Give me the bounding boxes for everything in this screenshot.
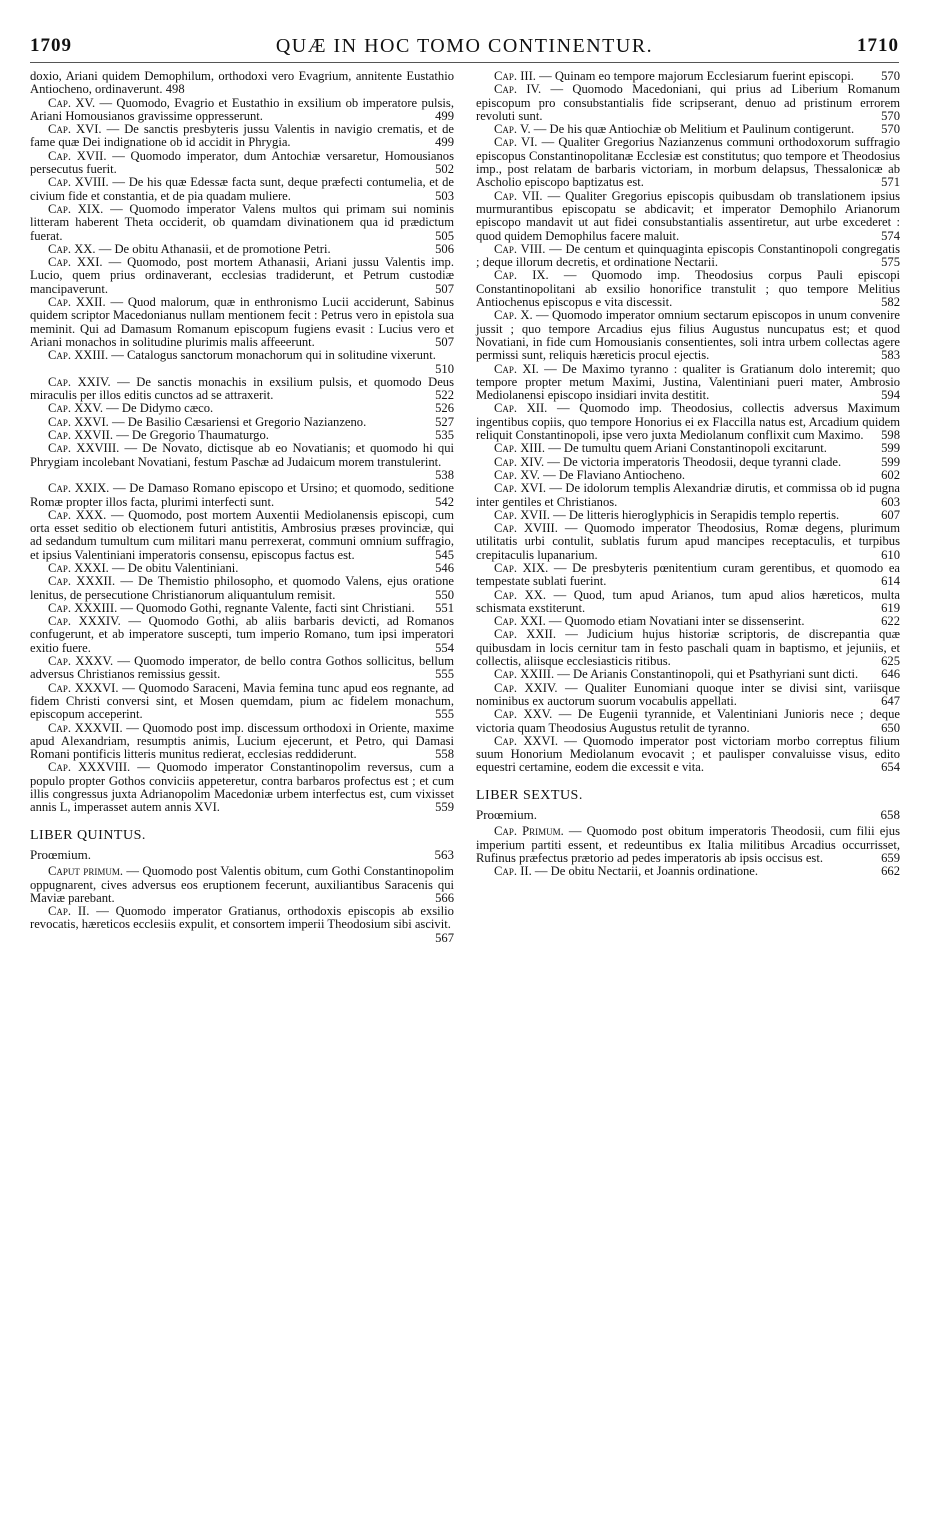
chapter-title: — Quomodo imperator omnium sectarum episcopos in unum convenire jussit ; quo tempore Arcadius ejus filius Augustus nuncupatus est; et quod Novatiani, in fide cum Homousianis consentientes, soli intra urbem collectas agere permissi sunt, reliquis hæreticis procul ejectis. — [476, 308, 900, 363]
chapter-title: — Quomodo post Valentis obitum, cum Gothi Constantinopolim oppugnarent, cives adversus eos eruptionem fecerunt, auxiliantibus Saracenis qui Maviæ parebant. — [30, 864, 454, 905]
chapter-page: 558 — [435, 747, 454, 762]
chapter-page: 505 — [435, 228, 454, 243]
chapter-page: 499 — [435, 135, 454, 150]
book-title: LIBER QUINTUS. — [30, 827, 146, 843]
chapter-page: 510 — [435, 361, 454, 376]
chapter-number: Cap. XIX. — [48, 201, 104, 216]
chapter-page: 646 — [881, 667, 900, 682]
book-entry-list — [30, 865, 454, 945]
chapter-title: — Quomodo Gothi, ab aliis barbaris devicti, ad Romanos confugerunt, et ab imperatore suscepti, tum imperio Romano, tum ipsi imperatori exitio fuere. — [30, 614, 454, 655]
chapter-title: — De Gregorio Thaumaturgo. — [116, 428, 269, 443]
chapter-number: Cap. XXII. — [48, 295, 106, 310]
chapter-page: 567 — [435, 930, 454, 945]
chapter-title: — De obitu Nectarii, et Joannis ordinatione. — [534, 864, 759, 879]
chapter-number: Cap. XXXVIII. — [48, 760, 131, 775]
chapter-page: 654 — [881, 760, 900, 775]
running-header — [30, 30, 899, 63]
proem-label: Proœmium. — [476, 807, 538, 823]
chapter-number: Cap. II. — [494, 864, 532, 879]
proem-page: 563 — [434, 846, 454, 862]
chapter-title: — Quomodo imperator Valens multos qui primam sui nominis litteram haberent Theta occiderit, ob quamdam divinationem qua id prædictum fuerat. — [30, 201, 455, 243]
chapter-entry — [476, 402, 900, 442]
chapter-number: Cap. XII. — [494, 401, 548, 416]
chapter-number: Cap. XX. — [494, 587, 546, 602]
chapter-title: — De tumultu quem Ariani Constantinopoli excitarunt. — [548, 441, 827, 456]
chapter-number: Cap. XXXIII. — [48, 600, 118, 615]
chapter-page: 535 — [435, 428, 454, 443]
chapter-entry — [30, 615, 454, 655]
chapter-title: — Quomodo imperator post victoriam morbo correptus filium suum Honorium Mediolanum evocavit ; et paulisper convaluisse visus, edito equestri certamine, eodem die excessit e vita. — [476, 733, 900, 775]
chapter-number: Cap. XXXVII. — [48, 720, 123, 735]
chapter-entry — [30, 243, 454, 256]
chapter-title: — Quomodo imperator Theodosius, Romæ degens, plurimum utilitatis urbi contulit, sublatis furum apud mancipes receptaculis, et turpibus crepitaculis lupanarium. — [476, 521, 900, 562]
chapter-page: 599 — [881, 441, 900, 456]
chapter-entry — [30, 602, 454, 615]
chapter-number: Cap. XXX. — [48, 507, 107, 522]
chapter-page: 610 — [881, 547, 900, 562]
chapter-entry — [30, 416, 454, 429]
chapter-page: 647 — [881, 693, 900, 708]
chapter-number: Cap. VIII. — [494, 241, 546, 256]
chapter-page: 570 — [881, 122, 900, 137]
chapter-number: Cap. V. — [494, 122, 531, 137]
book-entry-list — [476, 825, 900, 878]
chapter-page: 598 — [881, 428, 900, 443]
chapter-entry — [30, 482, 454, 509]
chapter-page: 545 — [435, 547, 454, 562]
chapter-title: — Catalogus sanctorum monachorum qui in solitudine vixerunt. — [111, 348, 436, 363]
chapter-number: Cap. XXIV. — [48, 374, 111, 389]
entry-text: doxio, Ariani quidem Demophilum, orthodoxi vero Evagrium, annitente Eustathio Antiocheno, ordinaverunt. — [30, 69, 454, 97]
chapter-page: 583 — [881, 348, 900, 363]
chapter-entry — [30, 296, 454, 349]
chapter-number: Cap. XXIII. — [48, 348, 109, 363]
chapter-title: — Quomodo imperator Constantinopolim reversus, cum a populo propter Gothos conviciis appeteretur, contra barbaros profectus est ; et cum illis congressus juxta Adrianopolim Macedoniæ urbem interfectus est, cum vixisset annis L, imperasset autem annis XVI. — [30, 760, 454, 815]
chapter-number: Cap. XVII. — [494, 507, 550, 522]
chapter-number: Cap. XXIX. — [48, 481, 110, 496]
chapter-entry — [476, 456, 900, 469]
chapter-title: — Quomodo post obitum imperatoris Theodosii, cum filii ejus imperium partiti essent, et redeuntibus ex Italia militibus Arcadius occurrisset, Rufinus præfectus prætorio ad pedes imperatoris ab ipsis occisus est. — [476, 824, 901, 865]
chapter-entry — [30, 722, 454, 762]
chapter-title: — Quomodo imperator Gratianus, orthodoxis episcopis ab exsilio revocatis, hæreticos ecclesiis expulit, et consortem imperii Theodosium sibi ascivit. — [30, 904, 454, 932]
chapter-page: 555 — [435, 707, 454, 722]
chapter-number: Cap. XXVI. — [48, 414, 109, 429]
chapter-entry — [30, 905, 454, 945]
chapter-page: 522 — [435, 388, 454, 403]
proem-entry — [476, 808, 900, 821]
chapter-entry — [30, 509, 454, 562]
chapter-number: Cap. XI. — [494, 361, 539, 376]
chapter-entry — [476, 442, 900, 455]
chapter-page: 551 — [435, 600, 454, 615]
chapter-number: Cap. XVI. — [494, 481, 546, 496]
entry-page: 498 — [165, 82, 185, 97]
chapter-number: Cap. XXVII. — [48, 428, 114, 443]
chapter-entry — [476, 509, 900, 522]
chapter-page: 570 — [881, 69, 900, 83]
chapter-entry — [476, 190, 900, 243]
chapter-page: 502 — [435, 162, 454, 177]
chapter-number: Cap. XXI. — [48, 255, 103, 270]
chapter-page: 570 — [881, 108, 900, 123]
chapter-title: — De Didymo cæco. — [106, 401, 214, 416]
chapter-entry — [476, 309, 900, 362]
chapter-title: — Quomodo imp. Theodosius corpus Pauli episcopi Constantinopolitani ab exsilio honorifice transtulit ; quo tempore Melitius Antiochenus episcopus e vita discessit. — [476, 268, 901, 310]
chapter-title: — De his quæ Antiochiæ ob Melitium et Paulinum contigerunt. — [533, 122, 855, 137]
chapter-title: — Quomodo Macedoniani, qui prius ad Liberium Romanum episcopum pro consubstantialis fide scripserant, denuo ad pristinum errorem revoluti sunt. — [476, 82, 901, 123]
chapter-page: 602 — [881, 467, 900, 482]
entry-list — [30, 97, 454, 815]
chapter-number: Cap. XXXIV. — [48, 614, 121, 629]
chapter-page: 622 — [881, 614, 900, 629]
left-page-number: 1709 — [30, 35, 72, 56]
chapter-title: — De Basilio Cæsariensi et Gregorio Nazianzeno. — [112, 414, 367, 429]
chapter-page: 542 — [435, 494, 454, 509]
chapter-entry — [476, 562, 900, 589]
chapter-page: 503 — [435, 188, 454, 203]
chapter-page: 507 — [435, 334, 454, 349]
chapter-entry — [476, 70, 900, 83]
chapter-title: — De obitu Valentiniani. — [112, 560, 239, 575]
running-title: QUÆ IN HOC TOMO CONTINENTUR. — [275, 34, 654, 57]
chapter-title: — De Eugenii tyrannide, et Valentiniani Junioris nece ; deque victoria quam Theodosius Augustus retulit de tyranno. — [476, 707, 900, 735]
chapter-number: Cap. XXV. — [48, 401, 104, 416]
right-column — [476, 70, 900, 879]
chapter-entry — [476, 628, 900, 668]
chapter-entry — [476, 522, 900, 562]
chapter-title: — Quinam eo tempore majorum Ecclesiarum fuerint episcopi. — [539, 69, 854, 83]
chapter-page: 659 — [881, 850, 900, 865]
chapter-title: — De centum et quinquaginta episcopis Constantinopoli congregatis ; deque illorum decretis, et ordinatione Nectarii. — [476, 241, 900, 270]
right-page-number: 1710 — [857, 35, 899, 56]
chapter-entry — [476, 363, 900, 403]
chapter-page: 662 — [881, 864, 900, 879]
chapter-title: — Quomodo etiam Novatiani inter se dissenserint. — [548, 614, 805, 629]
chapter-entry — [30, 865, 454, 905]
chapter-page: 507 — [435, 281, 454, 296]
chapter-title: — De presbyteris pœnitentium curam gerentibus, et quomodo ea tempestate sublati fuerint. — [476, 560, 901, 589]
chapter-entry — [30, 256, 454, 296]
chapter-page: 574 — [881, 228, 900, 243]
chapter-page: 550 — [435, 587, 454, 602]
chapter-entry — [30, 123, 454, 150]
chapter-title: — Quomodo imperator, dum Antochiæ versaretur, Homousianos persecutus fuerit. — [30, 148, 454, 177]
proem-page: 658 — [880, 807, 900, 823]
chapter-title: — Quomodo, post mortem Athanasii, Ariani jussu Valentis imp. Lucio, quem prius ordinaverant, ecclesias tradiderunt, et Petrum custodiæ mancipaverunt. — [30, 255, 455, 296]
chapter-entry — [476, 615, 900, 628]
chapter-number: Cap. VI. — [494, 135, 538, 150]
chapter-number: Cap. XX. — [48, 241, 96, 256]
chapter-entry — [476, 682, 900, 709]
chapter-number: Cap. II. — [48, 904, 90, 919]
chapter-page: 559 — [435, 800, 454, 815]
chapter-page: 538 — [435, 467, 454, 482]
chapter-page: 499 — [435, 108, 454, 123]
chapter-title: — Quod, tum apud Arianos, tum apud alios hæreticos, multa schismata exstiterunt. — [476, 587, 900, 615]
chapter-number: Cap. XXXII. — [48, 574, 116, 589]
chapter-page: 526 — [435, 401, 454, 416]
chapter-entry — [476, 482, 900, 509]
chapter-number: Cap. XXIII. — [494, 667, 555, 682]
chapter-title: — Quomodo, Evagrio et Eustathio in exsilium ob imperatore pulsis, Ariani Homousianos gravissime oppresserunt. — [30, 95, 454, 123]
chapter-entry — [30, 761, 454, 814]
chapter-number: Cap. XV. — [494, 467, 540, 482]
book-title: LIBER SEXTUS. — [476, 787, 583, 803]
proem-label: Proœmium. — [30, 846, 92, 862]
chapter-page: 650 — [881, 720, 900, 735]
chapter-number: Cap. IV. — [494, 82, 542, 97]
chapter-page: 603 — [881, 494, 900, 509]
chapter-title: — Quod malorum, quæ in enthronismo Lucii acciderunt, Sabinus quidem scriptor Macedonianus nullam mentionem fecit : Petrus vero in epistola sua meminit. Qui ad Damasum Romanum episcopum fugiens evasit : Lucius vero et Ariani monachos in solitudine plurimis malis affeeerunt. — [30, 295, 454, 349]
chapter-title: — De idolorum templis Alexandriæ dirutis, et commissa ob id pugna inter gentiles et Christianos. — [476, 481, 900, 509]
chapter-entry — [30, 349, 454, 376]
chapter-entry — [476, 865, 900, 878]
proem-entry — [30, 848, 454, 861]
chapter-number: Cap. XXXI. — [48, 560, 109, 575]
chapter-entry — [30, 562, 454, 575]
chapter-page: 607 — [881, 507, 900, 522]
chapter-entry — [30, 203, 454, 243]
chapter-title: — Qualiter Eunomiani quoque inter se divisi sint, variisque nominibus ex auctorum suorum vocabulis appellati. — [476, 680, 900, 708]
chapter-entry — [476, 708, 900, 735]
chapter-number: Cap. XIX. — [494, 560, 549, 575]
chapter-title: — Qualiter Gregorius episcopis quibusdam ob translationem ipsius murmurantibus episcopatu se abdicavit; et imperator Demophilo Arianorum episcopo mandavit ut aut fidei consubstantialis assentiretur, aut urbe excederet : quod quidem Demophilus facere maluit. — [476, 188, 900, 243]
chapter-number: Cap. XXXV. — [48, 654, 114, 669]
chapter-title: — De Maximo tyranno : qualiter is Gratianum dolo interemit; quo tempore propter metum Maximi, Justina, Valentiniani pueri mater, Ambrosio Mediolanensi episcopo insidiari invita destitit. — [476, 361, 901, 403]
chapter-title: — De Novato, dictisque ab eo Novatianis; et quomodo hi qui Phrygiam incolebant Novatiani, festum Paschæ ad Judaicum morem transtulerint. — [30, 441, 454, 469]
chapter-title: — Qualiter Gregorius Nazianzenus communi orthodoxorum suffragio episcopus Constantinopolitanæ Ecclesiæ est constitutus; quo tempore et Theodosius imp., post relatam de barbaris victoriam, in morbum delapsus, Thessalonicæ ab Ascholio episcopo baptizatus est. — [476, 135, 900, 190]
chapter-number: Cap. XXV. — [494, 707, 553, 722]
chapter-number: Cap. XIII. — [494, 441, 546, 456]
chapter-entry — [476, 589, 900, 616]
chapter-title: — Quomodo, post mortem Auxentii Mediolanensis episcopi, cum orta esset seditio ob electionem futuri antistitis, Ambrosius præses provinciæ, qui ad sedandum tumultum cum militari manu perrexerat, communi omnium suffragio, et ipsius Valentiniani imperatoris consensu, episcopus factus est. — [30, 507, 454, 562]
chapter-entry — [30, 682, 454, 722]
chapter-number: Caput primum. — [48, 864, 123, 879]
chapter-number: Cap. XXI. — [494, 614, 546, 629]
chapter-title: — Quomodo imperator, de bello contra Gothos sollicitus, bellum adversus Christianos remissius gessit. — [30, 654, 455, 682]
chapter-entry — [30, 575, 454, 602]
chapter-number: Cap. XVIII. — [48, 175, 109, 190]
chapter-page: 546 — [435, 560, 454, 575]
chapter-title: — De Arianis Constantinopoli, qui et Psathyriani sunt dicti. — [557, 667, 859, 682]
chapter-title: — De Themistio philosopho, et quomodo Valens, ejus oratione lenitus, de persecutione Christianorum aliquantulum remisit. — [30, 574, 454, 602]
chapter-number: Cap. XVII. — [48, 148, 107, 163]
chapter-entry — [30, 176, 454, 203]
chapter-title: — De obitu Athanasii, et de promotione Petri. — [98, 241, 331, 256]
chapter-page: 599 — [881, 454, 900, 469]
chapter-entry — [476, 136, 900, 189]
chapter-entry — [30, 97, 454, 124]
chapter-entry — [476, 83, 900, 123]
chapter-page: 619 — [881, 600, 900, 615]
chapter-number: Cap. VII. — [494, 188, 543, 203]
chapter-page: 625 — [881, 654, 900, 669]
chapter-page: 527 — [435, 414, 454, 429]
chapter-number: Cap. XXIV. — [494, 680, 558, 695]
chapter-entry — [30, 402, 454, 415]
chapter-number: Cap. III. — [494, 69, 536, 83]
chapter-entry — [476, 668, 900, 681]
chapter-page: 571 — [881, 175, 900, 190]
chapter-title: — De victoria imperatoris Theodosii, deque tyranni clade. — [547, 454, 842, 469]
chapter-entry — [30, 150, 454, 177]
chapter-entry — [476, 735, 900, 775]
left-column — [30, 70, 454, 945]
chapter-page: 555 — [435, 667, 454, 682]
chapter-number: Cap. Primum. — [494, 824, 564, 839]
chapter-page: 575 — [881, 255, 900, 270]
chapter-entry — [476, 825, 900, 865]
chapter-number: Cap. XV. — [48, 95, 96, 110]
chapter-title: — De litteris hieroglyphicis in Serapidis templo repertis. — [553, 507, 840, 522]
chapter-entry — [476, 269, 900, 309]
chapter-number: Cap. XVIII. — [494, 521, 558, 536]
chapter-entry — [476, 243, 900, 270]
chapter-title: — Quomodo Gothi, regnante Valente, facti sint Christiani. — [120, 600, 415, 615]
chapter-number: Cap. XXVI. — [494, 733, 558, 748]
chapter-entry — [476, 123, 900, 136]
chapter-number: Cap. XVI. — [48, 122, 102, 137]
chapter-title: — De sanctis monachis in exsilium pulsis, et quomodo Deus miraculis per illos editis cunctos ad se attraxerit. — [30, 374, 454, 403]
chapter-page: 566 — [435, 890, 454, 905]
chapter-number: Cap. XXVIII. — [48, 441, 120, 456]
chapter-entry — [30, 376, 454, 403]
entry-list — [476, 70, 900, 775]
chapter-number: Cap. XXII. — [494, 627, 556, 642]
chapter-number: Cap. XXXVI. — [48, 680, 119, 695]
chapter-title: — De Damaso Romano episcopo et Ursino; et quomodo, seditione Romæ propter illos facta, plurimi interfecti sunt. — [30, 481, 454, 509]
chapter-title: — Judicium hujus historiæ scriptoris, de discrepantia quæ quibusdam in locis cernitur tam in festo paschali quam in baptismo, et jejuniis, et collectis, aliisque ecclesiasticis ritibus. — [476, 627, 900, 669]
chapter-title: — De Flaviano Antiocheno. — [543, 467, 686, 482]
chapter-title: — Quomodo imp. Theodosius, collectis adversus Maximum ingentibus copiis, quo tempore Honorius ei ex Flaccilla natus est, Arcadium quidem reliquit Constantinopoli, ipse vero juxta Mediolanum conflixit cum Maximo. — [476, 401, 900, 443]
chapter-entry — [30, 655, 454, 682]
chapter-number: Cap. X. — [494, 308, 533, 323]
continuation-entry — [30, 70, 454, 97]
chapter-page: 582 — [881, 295, 900, 310]
chapter-title: — Quomodo post imp. discessum orthodoxi in Oriente, maxime apud Alexandriam, resumptis animis, Lucium ejecerunt, et Petro, qui Damasi Romani pontificis litteris munitus redierat, ecclesias reddiderunt. — [30, 720, 454, 762]
chapter-number: Cap. IX. — [494, 268, 549, 283]
chapter-entry — [30, 429, 454, 442]
chapter-entry — [30, 442, 454, 482]
chapter-title: — Quomodo Saraceni, Mavia femina tunc apud eos regnante, ad fidem Christi conversi sint, et Mosen quemdam, pium ac fidelem monachum, episcopum acceperint. — [30, 680, 454, 722]
chapter-entry — [476, 469, 900, 482]
chapter-page: 614 — [881, 574, 900, 589]
chapter-number: Cap. XIV. — [494, 454, 545, 469]
chapter-page: 506 — [435, 241, 454, 256]
chapter-page: 594 — [881, 388, 900, 403]
chapter-page: 554 — [435, 640, 454, 655]
chapter-title: — De his quæ Edessæ facta sunt, deque præfecti contumelia, et de civium fide et constantia, et de pia quadam muliere. — [30, 175, 454, 203]
chapter-title: — De sanctis presbyteris jussu Valentis in navigio crematis, et de fame quæ Dei indignatione ob id accidit in Phrygia. — [30, 122, 454, 150]
